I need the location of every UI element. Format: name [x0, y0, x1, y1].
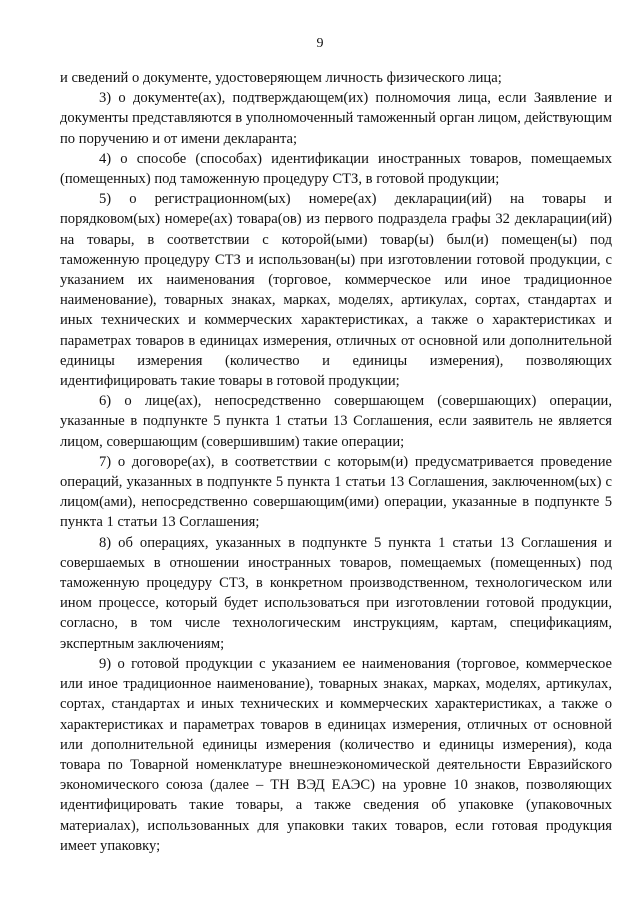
page-number: 9 — [316, 36, 324, 51]
paragraph-item-3: 3) о документе(ах), подтверждающем(их) полномочия лица, если Заявление и документы представляются в уполномоченный таможенный орган лицом, действующим по поручению и от имени декларанта; — [60, 90, 612, 147]
paragraph-item-7: 7) о договоре(ах), в соответствии с которым(и) предусматривается проведение операций, указанных в подпункте 5 пункта 1 статьи 13 Соглашения, заключенном(ых) с лицом(ами), непосредственно совершающим(ими) операции, указанные в подпункте 5 пункта 1 статьи 13 Соглашения; — [60, 453, 612, 531]
paragraph-continuation: и сведений о документе, удостоверяющем личность физического лица; — [60, 70, 502, 86]
paragraph-item-4: 4) о способе (способах) идентификации иностранных товаров, помещаемых (помещенных) под таможенную процедуру СТЗ, в готовой продукции; — [60, 150, 612, 188]
paragraph-item-9: 9) о готовой продукции с указанием ее наименования (торговое, коммерческое или иное традиционное наименование), товарных знаках, марках, моделях, артикулах, сортах, стандартах и иных технических и коммерческих характеристиках, а также о характеристиках и параметрах товаров в единицах измерения, отличных от основной или дополнительной единицы измерения (количество и единицы измерения), кода товара по Товарной номенклатуре внешнеэкономической деятельности Евразийского экономического союза (далее – ТН ВЭД ЕАЭС) на уровне 10 знаков, позволяющих идентифицировать такие товары, а также сведения об упаковке (упаковочных материалах), использованных для упаковки таких товаров, если готовая продукция имеет упаковку; — [60, 655, 612, 854]
paragraph-item-5: 5) о регистрационном(ых) номере(ах) декларации(ий) на товары и порядковом(ых) номере(ах) товара(ов) из первого подраздела графы 32 декларации(ий) на товары, в соответствии с которой(ыми) товар(ы) был(и) помещен(ы) под таможенную процедуру СТЗ и использован(ы) при изготовлении готовой продукции, с указанием их наименования (торговое, коммерческое или иное традиционное наименование), товарных знаках, марках, моделях, артикулах, сортах, стандартах и иных технических и коммерческих характеристиках, а также о характеристиках и параметрах товаров в единицах измерения, отличных от основной или дополнительной единицы измерения (количество и единицы измерения), позволяющих идентифицировать такие товары в готовой продукции; — [60, 191, 612, 390]
paragraph-item-8: 8) об операциях, указанных в подпункте 5 пункта 1 статьи 13 Соглашения и совершаемых в отношении иностранных товаров, помещаемых (помещенных) под таможенную процедуру СТЗ, в конкретном производственном, технологическом или ином процессе, который будет использоваться при изготовлении готовой продукции, согласно, в том числе технологическим инструкциям, картам, спецификациям, экспертным заключениям; — [60, 534, 612, 652]
paragraph-item-6: 6) о лице(ах), непосредственно совершающем (совершающих) операции, указанные в подпункте 5 пункта 1 статьи 13 Соглашения, если заявитель не является лицом, совершающим (совершившим) такие операции; — [60, 393, 612, 450]
document-body — [60, 68, 612, 856]
